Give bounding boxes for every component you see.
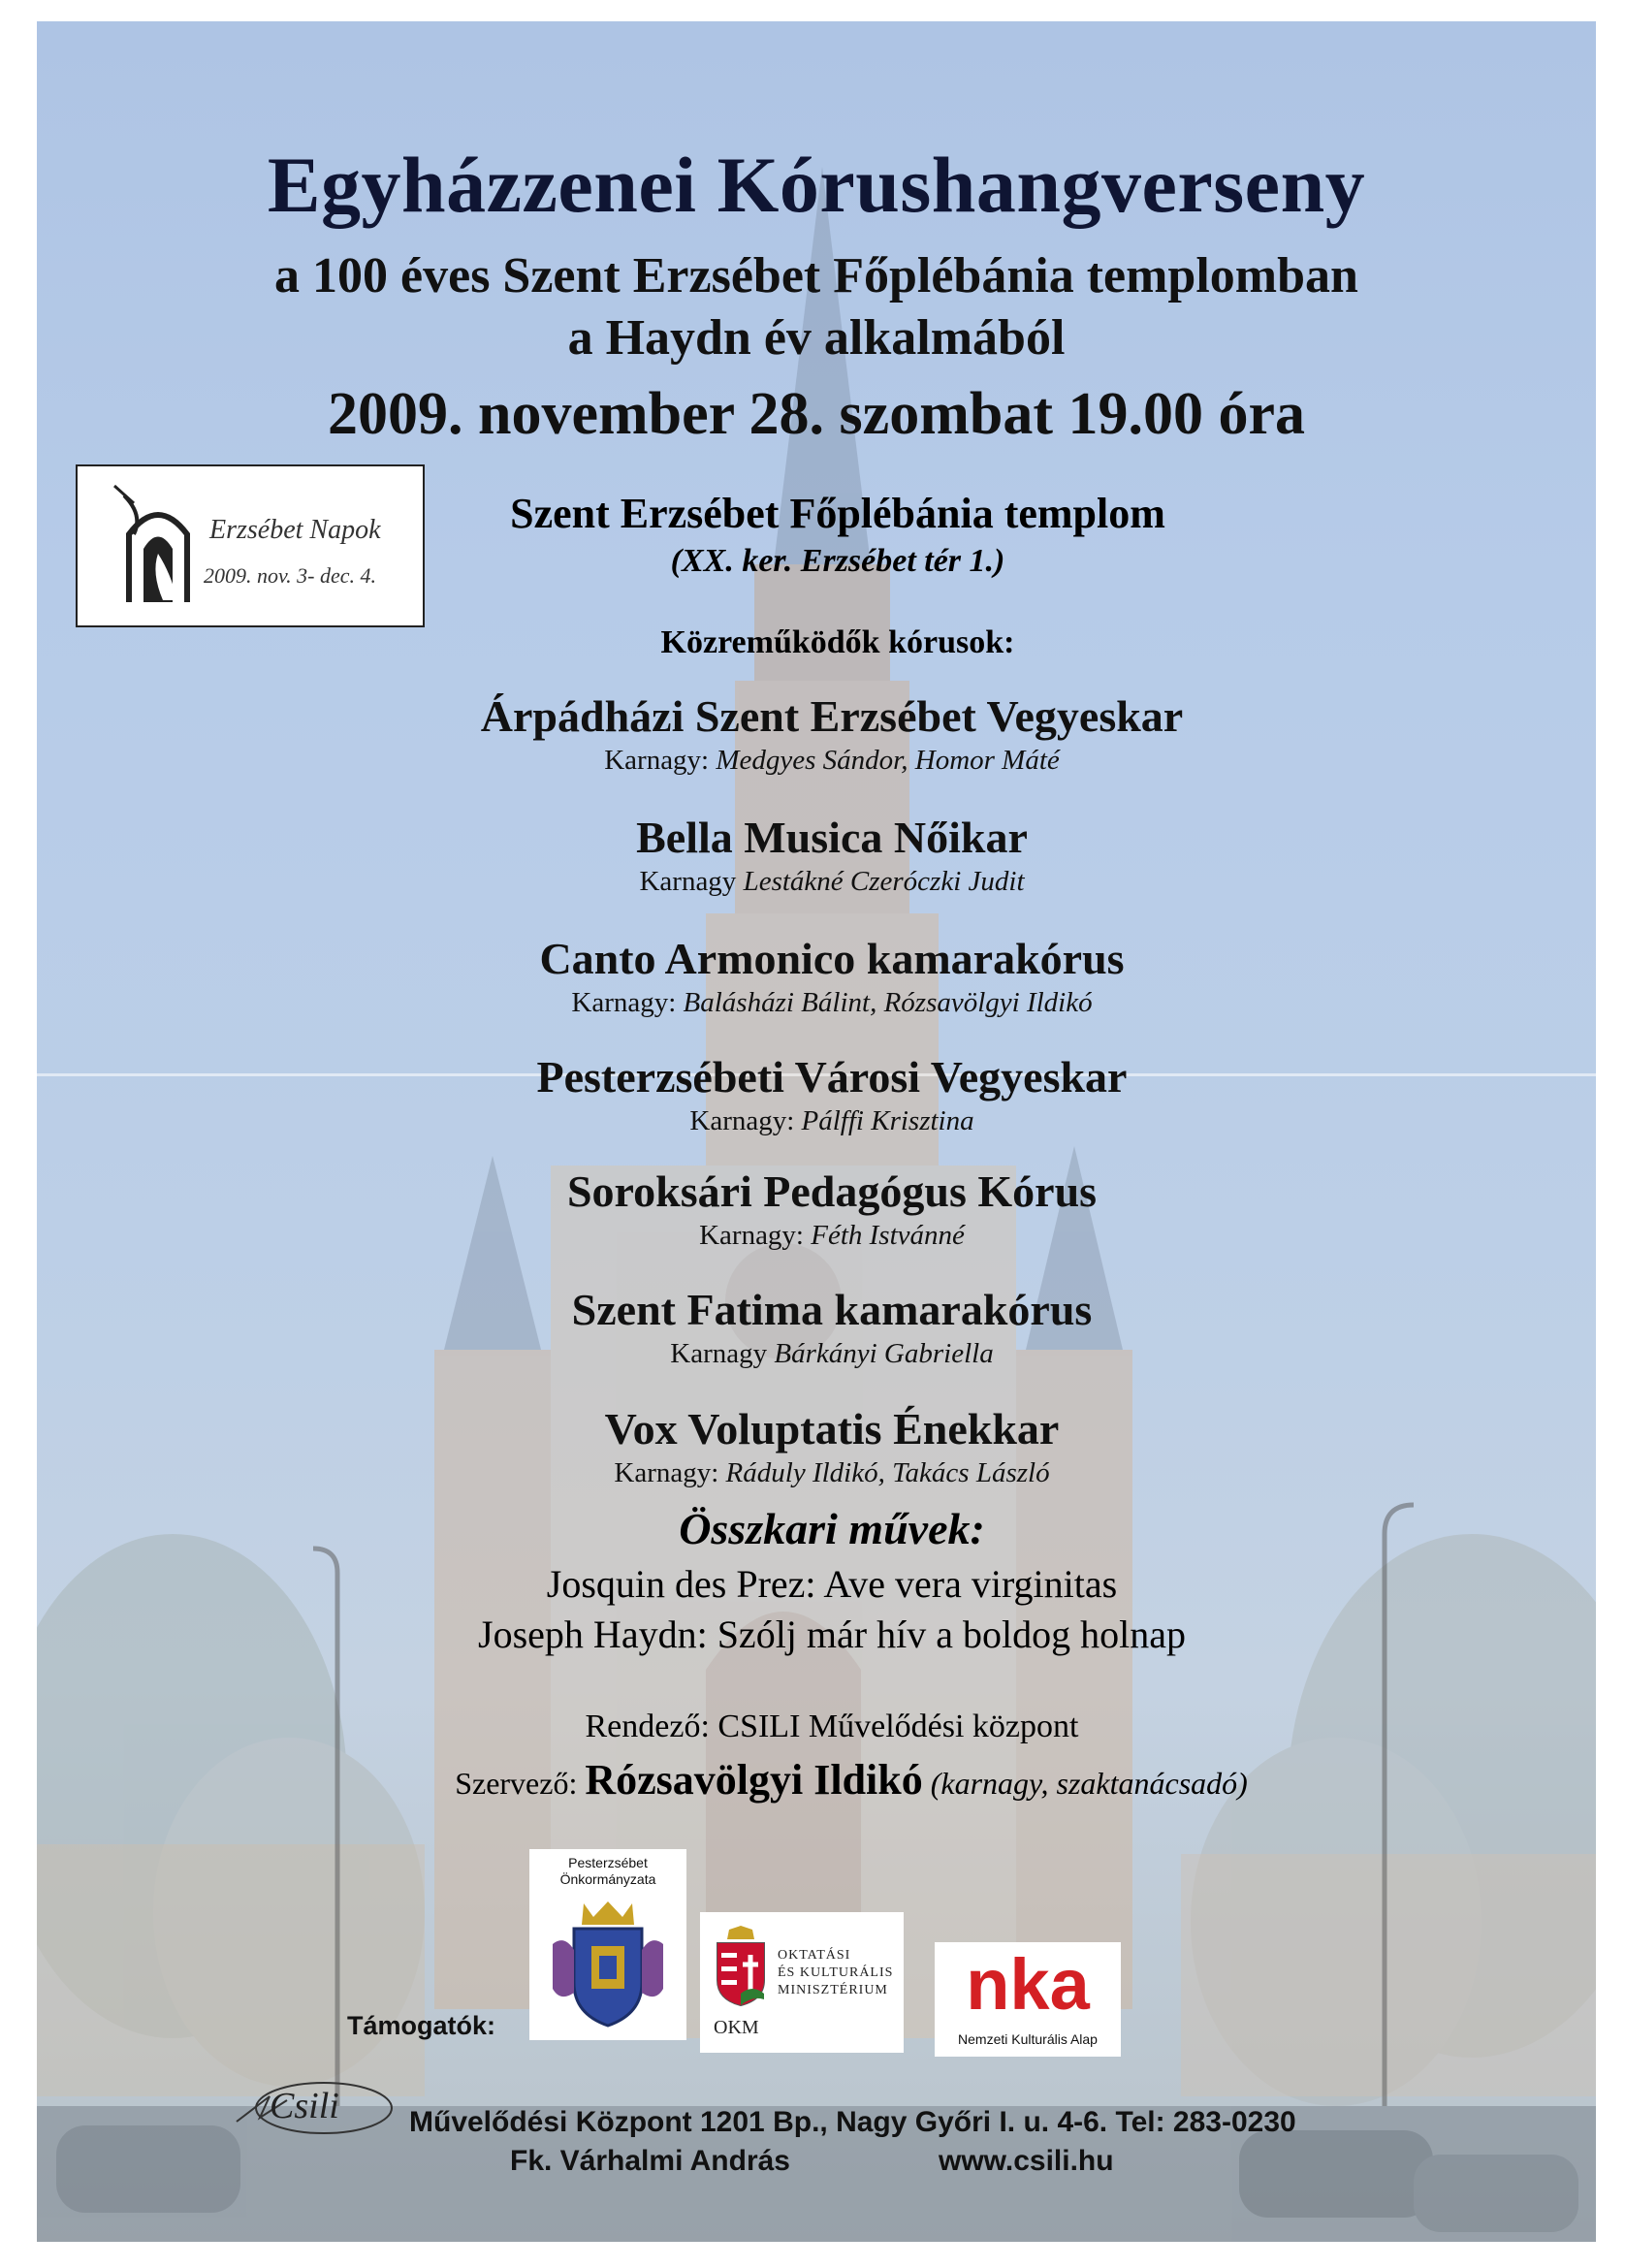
choir-name: Pesterzsébeti Városi Vegyeskar <box>536 1052 1128 1102</box>
sponsor-line <box>270 1755 1433 1805</box>
subtitle-haydn-year: a Haydn év alkalmából <box>567 310 1066 366</box>
choir-conductor: Karnagy: Ráduly Ildikó, Takács László <box>614 1457 1050 1488</box>
nka-fund-logo <box>935 1942 1121 2057</box>
logo-event-dates: 2009. nov. 3- dec. 4. <box>204 563 376 588</box>
choir-conductor: Karnagy: Medgyes Sándor, Homor Máté <box>604 745 1060 776</box>
okm-ministry-logo <box>700 1912 904 2053</box>
footer-website: www.csili.hu <box>939 2145 1114 2177</box>
choir-name: Árpádházi Szent Erzsébet Vegyeskar <box>480 691 1184 741</box>
choir-item <box>328 1051 1336 1138</box>
erzsebet-napok-logo <box>76 464 425 627</box>
choir-name: Vox Voluptatis Énekkar <box>604 1404 1060 1453</box>
footer-address-line: Művelődési Központ 1201 Bp., Nagy Győri I. u. 4-6. Tel: 283-0230 <box>409 2106 1296 2138</box>
concert-title: Egyházzenei Kórushangverseny <box>267 141 1366 229</box>
choir-conductor: Karnagy Lestákné Czeróczki Judit <box>639 866 1025 897</box>
choir-name: Soroksári Pedagógus Kórus <box>566 1166 1098 1216</box>
footer-director: Fk. Várhalmi András <box>510 2145 790 2177</box>
participants-heading: Közreműködők kórusok: <box>660 624 1015 660</box>
hungarian-crest-icon <box>712 1926 770 2007</box>
poster-sheet <box>37 21 1596 2242</box>
choir-conductor: Karnagy Bárkányi Gabriella <box>670 1338 994 1369</box>
gothic-arch-figure-icon <box>105 476 211 612</box>
choir-conductor: Karnagy: Balásházi Bálint, Rózsavölgyi Ildikó <box>571 987 1093 1018</box>
joint-works-heading: Összkari művek: <box>679 1504 985 1553</box>
sponsor-role: (karnagy, szaktanácsadó) <box>930 1766 1248 1801</box>
choir-item <box>328 690 1336 778</box>
joint-work-item: Josquin des Prez: Ave vera virginitas <box>546 1562 1118 1606</box>
pesterzsebet-municipality-logo <box>529 1849 686 2040</box>
choir-conductor: Karnagy: Pálffi Krisztina <box>689 1105 974 1136</box>
subtitle-venue-anniversary: a 100 éves Szent Erzsébet Főplébánia templomban <box>274 248 1358 303</box>
nka-wordmark: nka <box>966 1944 1090 2025</box>
venue-name: Szent Erzsébet Főplébánia templom <box>510 490 1165 537</box>
supporters-label: Támogatók: <box>347 2011 496 2040</box>
sponsor-name: Rózsavölgyi Ildikó <box>585 1756 923 1804</box>
okm-abbreviation: OKM <box>714 2017 759 2038</box>
choir-item <box>328 1403 1336 1490</box>
choir-name: Bella Musica Nőikar <box>636 813 1028 862</box>
coat-of-arms-icon <box>545 1896 671 2031</box>
event-date-time: 2009. november 28. szombat 19.00 óra <box>328 381 1305 447</box>
joint-work-item: Joseph Haydn: Szólj már hív a boldog holnap <box>478 1613 1186 1656</box>
pesterzsebet-name: Pesterzsébet Önkormányzata <box>559 1855 656 1887</box>
csili-wordmark: Csili <box>270 2086 339 2126</box>
nka-full-name: Nemzeti Kulturális Alap <box>958 2031 1098 2047</box>
choir-name: Canto Armonico kamarakórus <box>539 934 1125 983</box>
choir-conductor: Karnagy: Féth Istvánné <box>699 1220 965 1251</box>
choir-item <box>328 1166 1336 1253</box>
logo-event-name: Erzsébet Napok <box>209 515 381 545</box>
venue-address: (XX. ker. Erzsébet tér 1.) <box>670 543 1005 579</box>
choir-item <box>328 1284 1336 1371</box>
organizer-line: Rendező: CSILI Művelődési központ <box>585 1709 1079 1744</box>
sponsor-label: Szervező: <box>455 1766 578 1801</box>
choir-item <box>328 933 1336 1020</box>
choir-name: Szent Fatima kamarakórus <box>571 1285 1093 1334</box>
csili-logo <box>231 2079 394 2139</box>
choir-item <box>328 812 1336 899</box>
okm-full-name: OKTATÁSI ÉS KULTURÁLIS MINISZTÉRIUM <box>778 1948 894 1997</box>
